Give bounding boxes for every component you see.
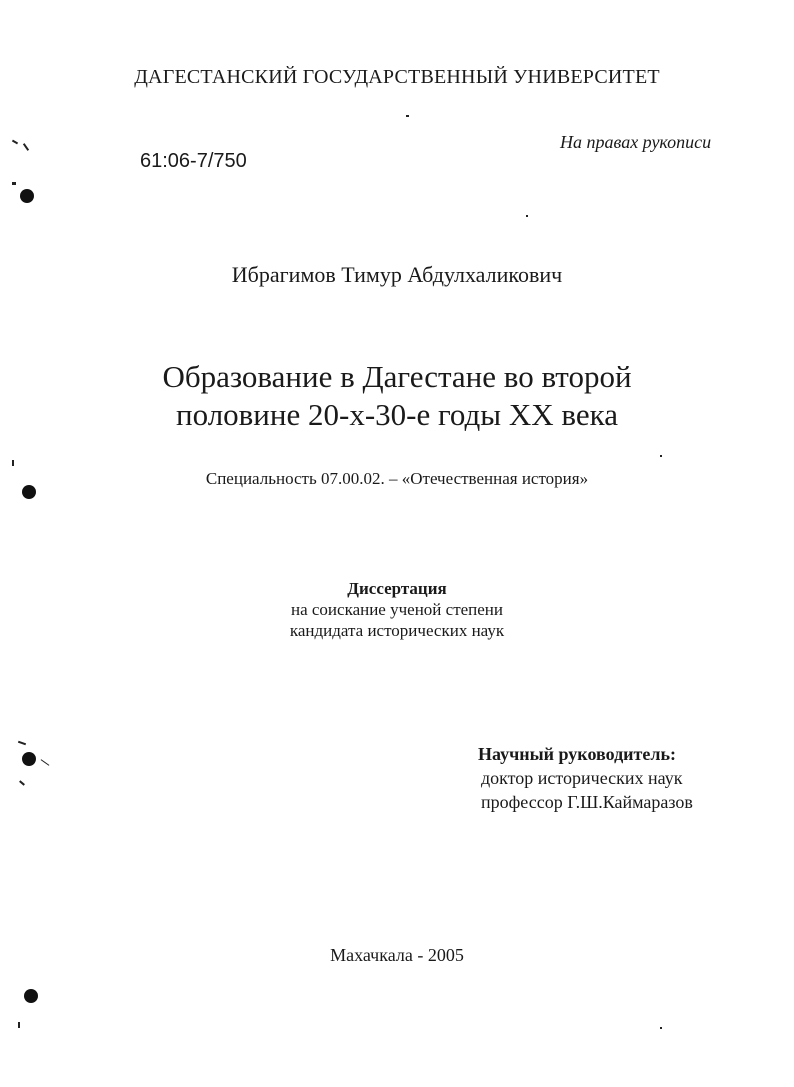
author-name: Ибрагимов Тимур Абдулхаликович (231, 262, 563, 287)
scan-speck (526, 215, 528, 217)
degree-line-2: кандидата исторических наук (289, 621, 505, 640)
title-line-2: половине 20-х-30-е годы XX века (176, 397, 618, 432)
city-year: Махачкала - 2005 (330, 945, 464, 965)
binding-hole-mark (22, 752, 36, 766)
scan-speck (23, 143, 29, 151)
binding-hole-mark (24, 989, 38, 1003)
dissertation-block (0, 578, 794, 641)
dissertation-heading: Диссертация (347, 579, 447, 598)
scan-speck (18, 1022, 20, 1028)
advisor-degree: доктор исторических наук (481, 768, 683, 788)
title-line-1: Образование в Дагестане во второй (162, 359, 632, 394)
scan-speck (12, 182, 16, 185)
specialty-line: Специальность 07.00.02. – «Отечественная история» (205, 469, 589, 488)
binding-hole-mark (20, 189, 34, 203)
university-name: ДАГЕСТАНСКИЙ ГОСУДАРСТВЕННЫЙ УНИВЕРСИТЕТ (134, 66, 660, 88)
scan-speck (19, 780, 25, 785)
scan-speck (41, 759, 50, 766)
scan-speck (18, 741, 26, 746)
degree-line-1: на соискание ученой степени (290, 600, 504, 619)
advisor-heading: Научный руководитель: (478, 744, 676, 764)
scan-speck (12, 460, 14, 466)
scan-speck (660, 455, 662, 457)
scan-speck (12, 140, 18, 145)
advisor-block (478, 742, 693, 814)
archive-code: 61:06-7/750 (140, 150, 247, 172)
manuscript-rights-note: На правах рукописи (560, 132, 712, 152)
dissertation-title (0, 358, 794, 434)
scan-speck (406, 115, 409, 117)
scan-speck (660, 1027, 662, 1029)
binding-hole-mark (22, 485, 36, 499)
advisor-name: профессор Г.Ш.Каймаразов (481, 792, 693, 812)
